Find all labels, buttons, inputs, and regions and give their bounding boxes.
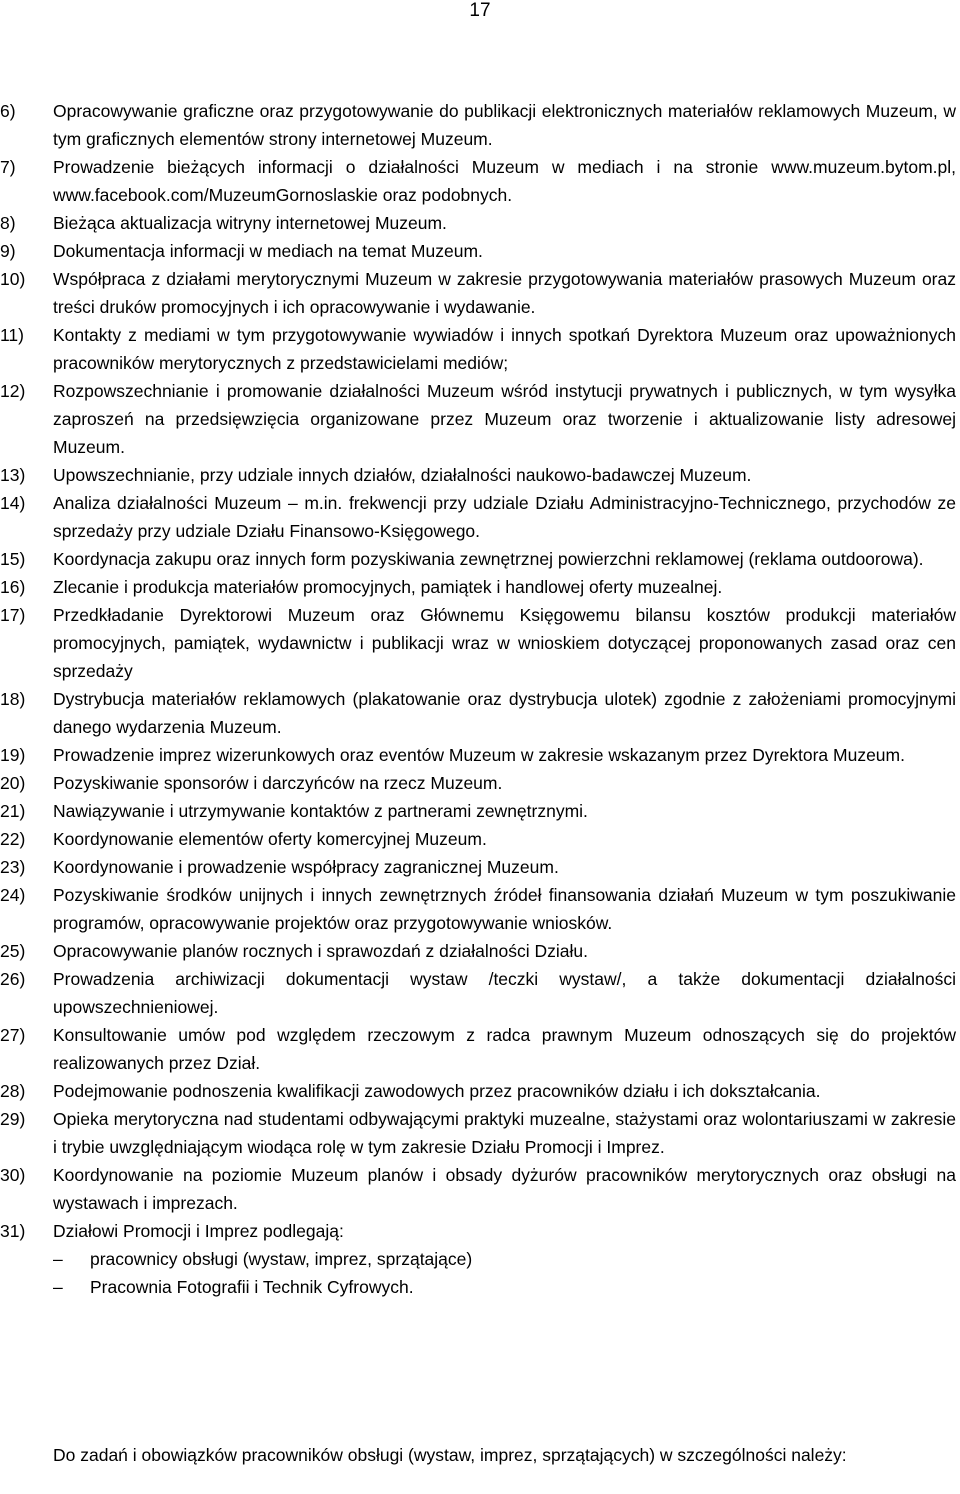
list-item — [0, 97, 960, 153]
sub-list-item-text: pracownicy obsługi (wystaw, imprez, sprzątające) — [90, 1249, 473, 1269]
list-item-text: Bieżąca aktualizacja witryny internetowej Muzeum. — [53, 213, 447, 233]
dash-bullet: – — [53, 1277, 63, 1297]
list-item — [0, 321, 960, 377]
sub-list-item — [0, 1273, 960, 1301]
sub-list-item — [0, 1245, 960, 1273]
list-item — [0, 1021, 960, 1077]
list-item — [0, 237, 960, 265]
list-item-text: Dokumentacja informacji w mediach na temat Muzeum. — [53, 241, 483, 261]
list-item — [0, 797, 960, 825]
list-item — [0, 573, 960, 601]
list-item-text: Koordynowanie na poziomie Muzeum planów i obsady dyżurów pracowników merytorycznych oraz obsługi na wystawach i imprezach. — [53, 1165, 956, 1213]
list-item-number: 22) — [0, 829, 26, 849]
list-item-text: Opracowywanie planów rocznych i sprawozdań z działalności Działu. — [53, 941, 588, 961]
list-item-text: Koordynowanie i prowadzenie współpracy zagranicznej Muzeum. — [53, 857, 559, 877]
list-item — [0, 1077, 960, 1105]
list-item-text: Prowadzenie imprez wizerunkowych oraz eventów Muzeum w zakresie wskazanym przez Dyrektora Muzeum. — [53, 745, 905, 765]
list-item-text: Prowadzenia archiwizacji dokumentacji wystaw /teczki wystaw/, a także dokumentacji działalności upowszechnieniowej. — [53, 969, 956, 1017]
list-item-text: Rozpowszechnianie i promowanie działalności Muzeum wśród instytucji prywatnych i publicznych, w tym wysyłka zaproszeń na przedsięwzięcia organizowane przez Muzeum oraz tworzenie i aktualizowanie listy adresowej Muzeum. — [53, 381, 956, 457]
sub-list-item-text: Pracownia Fotografii i Technik Cyfrowych. — [90, 1277, 414, 1297]
list-item-text: Koordynacja zakupu oraz innych form pozyskiwania zewnętrznej powierzchni reklamowej (reklama outdoorowa). — [53, 549, 924, 569]
list-item-text: Przedkładanie Dyrektorowi Muzeum oraz Głównemu Księgowemu bilansu kosztów produkcji materiałów promocyjnych, pamiątek, wydawnictw i publikacji wraz w wnioskiem dotyczącej proponowanych zasad oraz cen sprzedaży — [53, 605, 956, 681]
list-item-text: Działowi Promocji i Imprez podlegają: — [53, 1221, 344, 1241]
list-item — [0, 881, 960, 937]
list-item-text: Nawiązywanie i utrzymywanie kontaktów z partnerami zewnętrznymi. — [53, 801, 588, 821]
list-item-number: 27) — [0, 1025, 26, 1045]
list-item — [0, 153, 960, 209]
list-item — [0, 1105, 960, 1161]
list-item — [0, 265, 960, 321]
list-item-number: 13) — [0, 465, 26, 485]
document-body — [0, 97, 960, 1301]
list-item-text: Zlecanie i produkcja materiałów promocyjnych, pamiątek i handlowej oferty muzealnej. — [53, 577, 723, 597]
list-item-number: 17) — [0, 605, 26, 625]
list-item-text: Opieka merytoryczna nad studentami odbywającymi praktyki muzealne, stażystami oraz wolontariuszami w zakresie i trybie uwzględniającym wiodąca rolę w tym zakresie Działu Promocji i Imprez. — [53, 1109, 956, 1157]
list-item — [0, 965, 960, 1021]
list-item-number: 28) — [0, 1081, 26, 1101]
list-item — [0, 685, 960, 741]
list-item — [0, 853, 960, 881]
list-item-number: 24) — [0, 885, 26, 905]
list-item-number: 8) — [0, 213, 16, 233]
list-item-number: 31) — [0, 1221, 26, 1241]
numbered-list — [0, 97, 960, 1245]
list-item — [0, 209, 960, 237]
list-item-number: 11) — [0, 325, 24, 345]
sub-list — [0, 1245, 960, 1301]
list-item-number: 29) — [0, 1109, 26, 1129]
list-item-text: Analiza działalności Muzeum – m.in. frekwencji przy udziale Działu Administracyjno-Technicznego, przychodów ze sprzedaży przy udziale Działu Finansowo-Księgowego. — [53, 493, 956, 541]
list-item-number: 12) — [0, 381, 26, 401]
dash-bullet: – — [53, 1249, 63, 1269]
list-item — [0, 741, 960, 769]
list-item-number: 16) — [0, 577, 26, 597]
list-item-text: Konsultowanie umów pod względem rzeczowym z radca prawnym Muzeum odnoszących się do projektów realizowanych przez Dział. — [53, 1025, 956, 1073]
list-item — [0, 461, 960, 489]
list-item-number: 26) — [0, 969, 26, 989]
list-item-text: Prowadzenie bieżących informacji o działalności Muzeum w mediach i na stronie www.muzeum.bytom.pl, www.facebook.com/MuzeumGornoslaskie oraz podobnych. — [53, 157, 956, 205]
list-item-number: 18) — [0, 689, 26, 709]
list-item-number: 20) — [0, 773, 26, 793]
list-item — [0, 545, 960, 573]
list-item-number: 19) — [0, 745, 26, 765]
list-item — [0, 825, 960, 853]
list-item — [0, 601, 960, 685]
list-item — [0, 937, 960, 965]
list-item-number: 7) — [0, 157, 16, 177]
list-item-number: 6) — [0, 101, 16, 121]
list-item — [0, 769, 960, 797]
list-item-text: Podejmowanie podnoszenia kwalifikacji zawodowych przez pracowników działu i ich dokształcania. — [53, 1081, 821, 1101]
list-item-number: 9) — [0, 241, 16, 261]
list-item-text: Dystrybucja materiałów reklamowych (plakatowanie oraz dystrybucja ulotek) zgodnie z założeniami promocyjnymi danego wydarzenia Muzeum. — [53, 689, 956, 737]
list-item-number: 10) — [0, 269, 26, 289]
list-item — [0, 489, 960, 545]
list-item — [0, 377, 960, 461]
list-item-text: Opracowywanie graficzne oraz przygotowywanie do publikacji elektronicznych materiałów reklamowych Muzeum, w tym graficznych elementów strony internetowej Muzeum. — [53, 101, 956, 149]
list-item-number: 30) — [0, 1165, 26, 1185]
list-item-text: Upowszechnianie, przy udziale innych działów, działalności naukowo-badawczej Muzeum. — [53, 465, 752, 485]
list-item — [0, 1217, 960, 1245]
list-item-number: 14) — [0, 493, 26, 513]
list-item-number: 25) — [0, 941, 26, 961]
list-item-text: Współpraca z działami merytorycznymi Muzeum w zakresie przygotowywania materiałów prasowych Muzeum oraz treści druków promocyjnych i ich opracowywanie i wydawanie. — [53, 269, 956, 317]
list-item-text: Kontakty z mediami w tym przygotowywanie wywiadów i innych spotkań Dyrektora Muzeum oraz upoważnionych pracowników merytorycznych z przedstawicielami mediów; — [53, 325, 956, 373]
list-item-text: Pozyskiwanie sponsorów i darczyńców na rzecz Muzeum. — [53, 773, 503, 793]
list-item-number: 23) — [0, 857, 26, 877]
list-item-number: 21) — [0, 801, 26, 821]
list-item-number: 15) — [0, 549, 26, 569]
closing-paragraph: Do zadań i obowiązków pracowników obsługi (wystaw, imprez, sprzątających) w szczególności należy: — [53, 1445, 847, 1465]
list-item — [0, 1161, 960, 1217]
list-item-text: Pozyskiwanie środków unijnych i innych zewnętrznych źródeł finansowania działań Muzeum w tym poszukiwanie programów, opracowywanie projektów oraz przygotowywanie wniosków. — [53, 885, 956, 933]
list-item-text: Koordynowanie elementów oferty komercyjnej Muzeum. — [53, 829, 487, 849]
page-number: 17 — [469, 0, 491, 21]
